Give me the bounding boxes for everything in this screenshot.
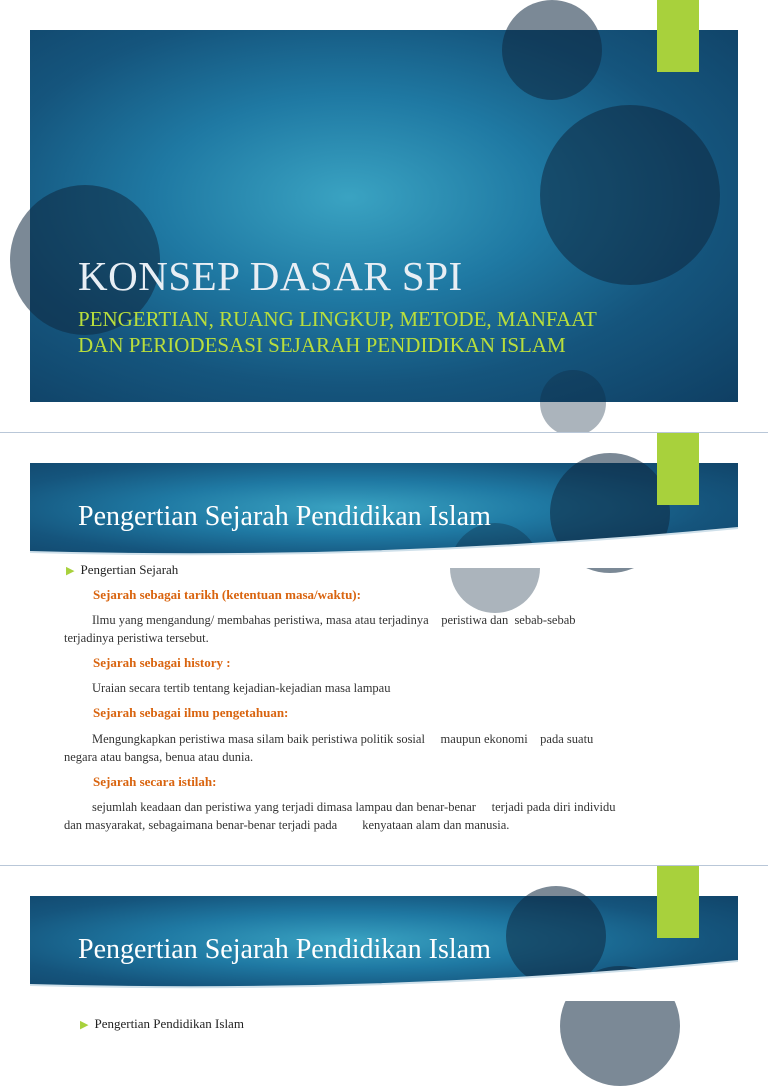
accent-tab (657, 433, 699, 505)
bullet-label: Pengertian Sejarah (80, 562, 179, 577)
section-heading: Sejarah secara istilah: (93, 774, 217, 789)
text-line: Ilmu yang mengandung/ membahas peristiwa, masa atau terjadinya peristiwa dan sebab-sebab (92, 613, 576, 627)
accent-tab (657, 0, 699, 72)
triangle-bullet-icon: ▶ (80, 1019, 89, 1031)
content-slide (0, 866, 768, 1031)
title-banner (30, 30, 738, 402)
section-heading: Sejarah sebagai history : (93, 655, 231, 670)
slide-title: KONSEP DASAR SPI (78, 253, 463, 299)
text-line: dan masyarakat, sebagaimana benar-benar terjadi pada kenyataan alam dan manusia. (64, 818, 510, 832)
section-text (64, 611, 704, 647)
section-text (64, 798, 704, 834)
text-line: Mengungkapkan peristiwa masa silam baik peristiwa politik sosial maupun ekonomi pada suatu (92, 732, 594, 746)
decor-circle (540, 105, 720, 285)
section-text (64, 730, 704, 766)
decor-circle (502, 0, 602, 100)
bullet-label: Pengertian Pendidikan Islam (94, 1016, 244, 1031)
subtitle-line: DAN PERIODESASI SEJARAH PENDIDIKAN ISLAM (78, 333, 566, 357)
section-heading: Sejarah sebagai tarikh (ketentuan masa/waktu): (93, 587, 361, 602)
slide-title: Pengertian Sejarah Pendidikan Islam (78, 501, 491, 532)
text-line: sejumlah keadaan dan peristiwa yang terjadi dimasa lampau dan benar-benar terjadi pada diri individu (92, 800, 616, 814)
section-heading: Sejarah sebagai ilmu pengetahuan: (93, 705, 289, 720)
bullet-item (80, 1016, 244, 1032)
text-line: negara atau bangsa, benua atau dunia. (64, 750, 254, 764)
banner-curve (30, 961, 738, 1001)
slide-subtitle (78, 306, 698, 358)
text-line: Uraian secara tertib tentang kejadian-kejadian masa lampau (92, 681, 391, 695)
text-line: terjadinya peristiwa tersebut. (64, 631, 209, 645)
subtitle-line: PENGERTIAN, RUANG LINGKUP, METODE, MANFAAT (78, 307, 597, 331)
triangle-bullet-icon: ▶ (66, 565, 75, 577)
title-slide (0, 0, 768, 432)
slide-title: Pengertian Sejarah Pendidikan Islam (78, 934, 491, 965)
content-slide (0, 433, 768, 865)
accent-tab (657, 866, 699, 938)
decor-circle (540, 370, 606, 436)
section-text (64, 679, 704, 697)
bullet-item (66, 562, 178, 578)
